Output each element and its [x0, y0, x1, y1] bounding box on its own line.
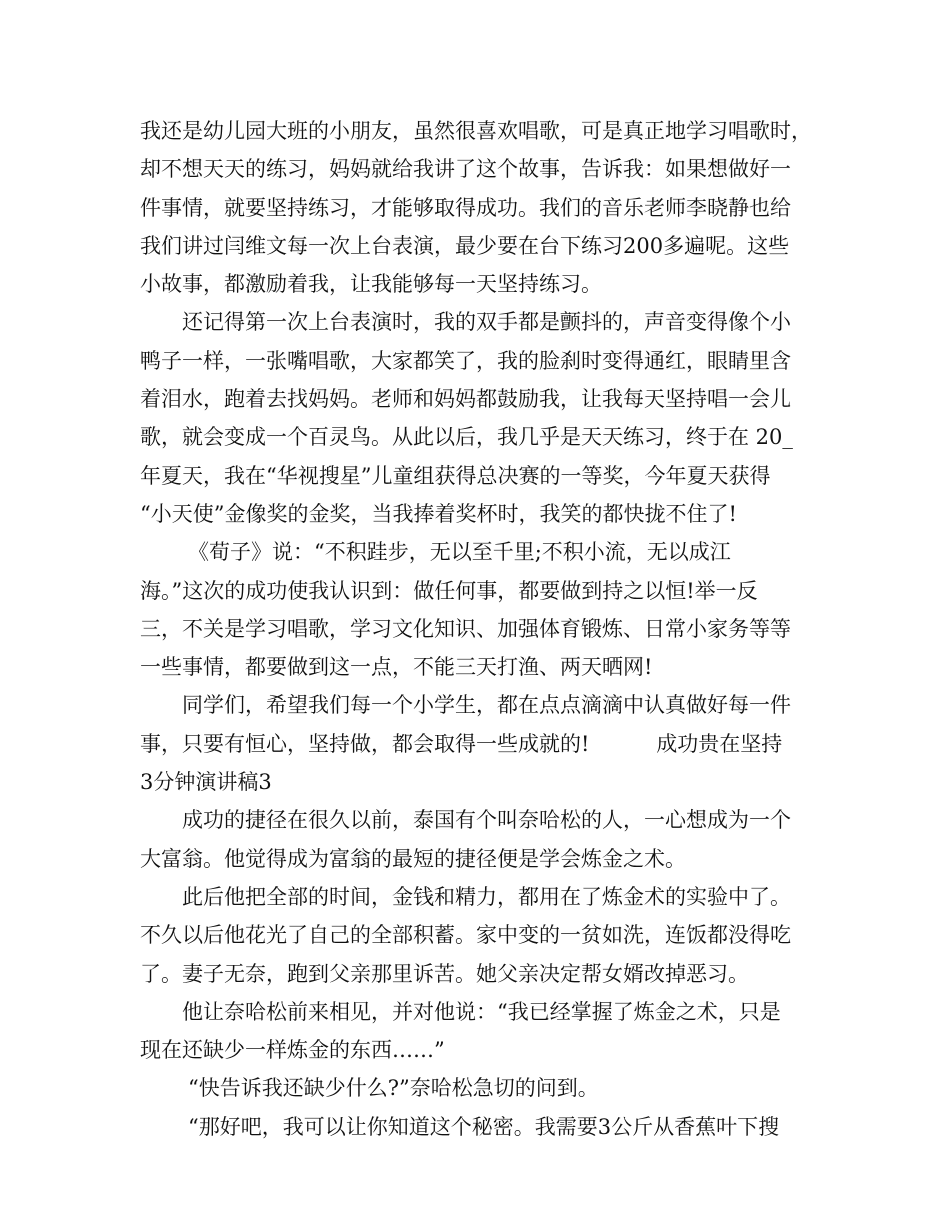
paragraph-start-line: “快告诉我还缺少什么?”奈哈松急切的问到。 — [188, 1076, 599, 1101]
paragraph-start-line: “那好吧，我可以让你知道这个秘密。我需要3公斤从香蕉叶下搜 — [188, 1114, 780, 1139]
document-body — [140, 112, 830, 1146]
text-line: 3分钟演讲稿3 — [140, 770, 272, 795]
text-line: 不久以后他花光了自己的全部积蓄。家中变的一贫如洗，连饭都没得吃 — [140, 923, 791, 948]
paragraph-start-line: 还记得第一次上台表演时，我的双手都是颤抖的，声音变得像个小 — [182, 310, 791, 335]
text-line: 鸭子一样，一张嘴唱歌，大家都笑了，我的脸刹时变得通红，眼睛里含 — [140, 348, 791, 373]
paragraph-start-line: 成功的捷径在很久以前，泰国有个叫奈哈松的人，一心想成为一个 — [182, 808, 791, 833]
text-line: “小天使”金像奖的金奖，当我捧着奖杯时，我笑的都快拢不住了! — [140, 501, 737, 526]
text-line: 却不想天天的练习，妈妈就给我讲了这个故事，告诉我：如果想做好一 — [140, 157, 791, 182]
text-line: 歌，就会变成一个百灵鸟。从此以后，我几乎是天天练习，终于在 20_ — [140, 425, 793, 450]
paragraph-start-line: 同学们，希望我们每一个小学生，都在点点滴滴中认真做好每一件 — [182, 693, 791, 718]
text-line: 现在还缺少一样炼金的东西……” — [140, 1038, 445, 1063]
paragraph-start-line: 《荀子》说：“不积跬步，无以至千里;不积小流，无以成江 — [188, 540, 731, 565]
text-line: 了。妻子无奈，跑到父亲那里诉苦。她父亲决定帮女婿改掉恶习。 — [140, 961, 749, 986]
text-line: 一些事情，都要做到这一点，不能三天打渔、两天晒网! — [140, 655, 653, 680]
paragraph-start-line: 此后他把全部的时间，金钱和精力，都用在了炼金术的实验中了。 — [182, 884, 791, 909]
text-line: 我们讲过闫维文每一次上台表演，最少要在台下练习200多遍呢。这些 — [140, 233, 790, 258]
text-line: 三，不关是学习唱歌，学习文化知识、加强体育锻炼、日常小家务等等 — [140, 616, 791, 641]
text-line: 我还是幼儿园大班的小朋友，虽然很喜欢唱歌，可是真正地学习唱歌时， — [140, 119, 812, 143]
text-line: 年夏天，我在“华视搜星”儿童组获得总决赛的一等奖，今年夏天获得 — [140, 463, 771, 488]
text-line: 件事情，就要坚持练习，才能够取得成功。我们的音乐老师李晓静也给 — [140, 195, 791, 220]
text-line: 着泪水，跑着去找妈妈。老师和妈妈都鼓励我，让我每天坚持唱一会儿 — [140, 387, 791, 412]
paragraph-start-line: 他让奈哈松前来相见，并对他说：“我已经掌握了炼金之术，只是 — [182, 999, 781, 1024]
text-line: 海。”这次的成功使我认识到：做任何事，都要做到持之以恒!举一反 — [140, 578, 758, 603]
text-line: 事，只要有恒心，坚持做，都会取得一些成就的! 成功贵在坚持 — [140, 731, 783, 756]
text-line: 大富翁。他觉得成为富翁的最短的捷径便是学会炼金之术。 — [140, 846, 686, 871]
text-line: 小故事，都激励着我，让我能够每一天坚持练习。 — [140, 272, 602, 297]
